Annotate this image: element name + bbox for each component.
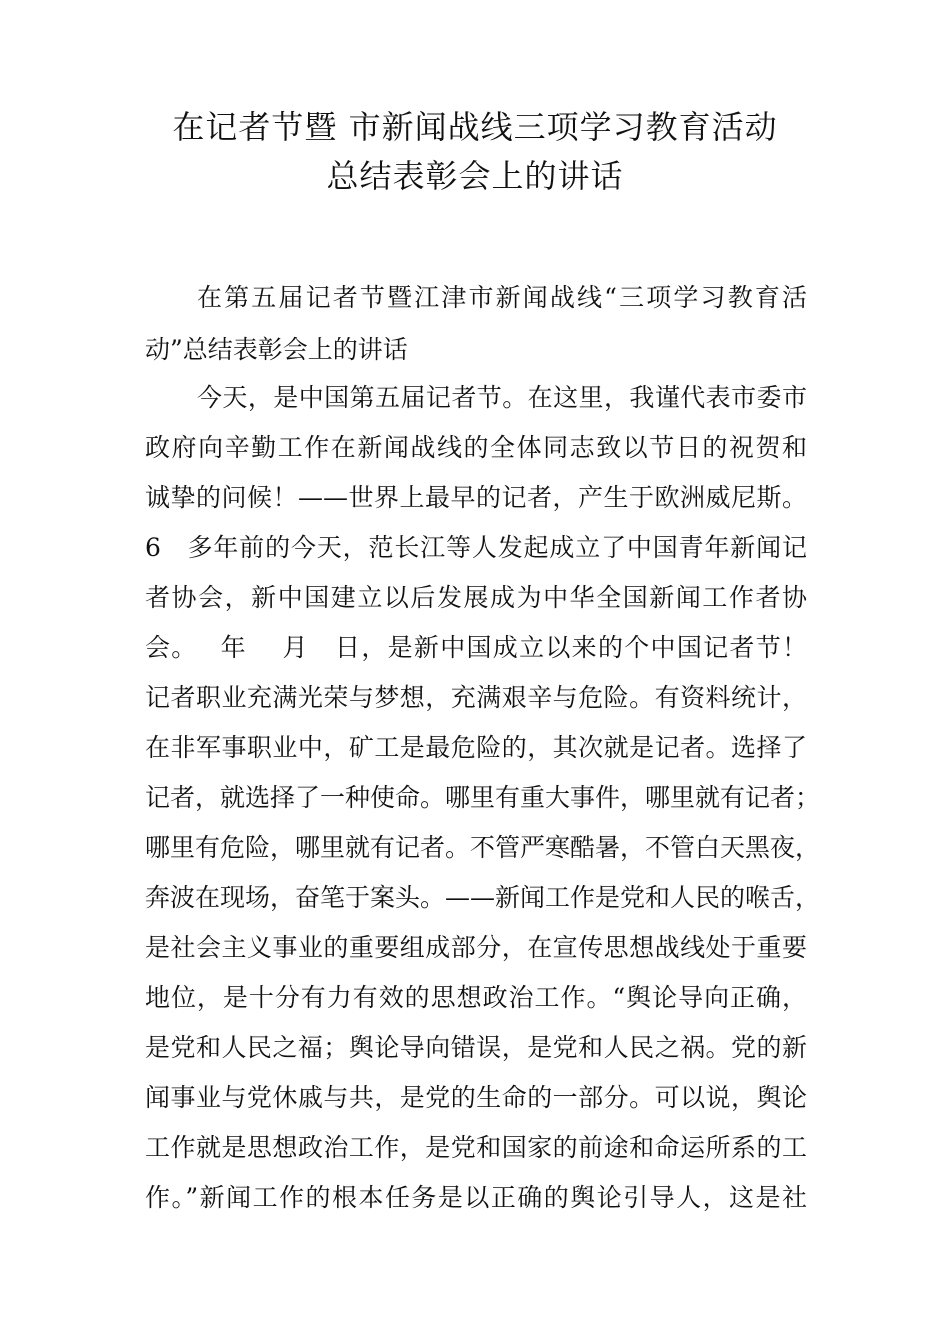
document-title-line-1: 在记者节暨 市新闻战线三项学习教育活动 xyxy=(172,108,778,146)
paragraph-line: 工作就是思想政治工作，是党和国家的前途和命运所系的工 xyxy=(145,1133,807,1162)
document-title-line-2: 总结表彰会上的讲话 xyxy=(326,157,624,195)
paragraph-line: 记者，就选择了一种使命。哪里有重大事件，哪里就有记者； xyxy=(145,783,821,812)
paragraph-line: 今天，是中国第五届记者节。在这里，我谨代表市委市 xyxy=(197,383,807,412)
paragraph-line: 是党和人民之福；舆论导向错误，是党和人民之祸。党的新 xyxy=(145,1033,807,1062)
paragraph-line: 是社会主义事业的重要组成部分，在宣传思想战线处于重要 xyxy=(145,933,807,962)
paragraph-line: 作。”新闻工作的根本任务是以正确的舆论引导人，这是社 xyxy=(145,1183,807,1212)
paragraph-line: 地位，是十分有力有效的思想政治工作。“舆论导向正确， xyxy=(145,983,807,1012)
paragraph-line: 在非军事职业中，矿工是最危险的，其次就是记者。选择了 xyxy=(145,733,807,762)
paragraph-line: 会。 年 月 日，是新中国成立以来的个中国记者节！ xyxy=(145,633,807,662)
paragraph-line: 政府向辛勤工作在新闻战线的全体同志致以节日的祝贺和 xyxy=(145,433,807,462)
paragraph-line: 记者职业充满光荣与梦想，充满艰辛与危险。有资料统计， xyxy=(145,683,807,712)
paragraph-line: 诚挚的问候！——世界上最早的记者，产生于欧洲威尼斯。 xyxy=(145,483,807,512)
paragraph-line: 闻事业与党休戚与共，是党的生命的一部分。可以说，舆论 xyxy=(145,1083,807,1112)
paragraph-line: 在第五届记者节暨江津市新闻战线“三项学习教育活 xyxy=(197,283,807,312)
paragraph-line: 奔波在现场，奋笔于案头。——新闻工作是党和人民的喉舌， xyxy=(145,883,821,912)
paragraph-line: 动”总结表彰会上的讲话 xyxy=(145,335,408,364)
paragraph-line: 者协会，新中国建立以后发展成为中华全国新闻工作者协 xyxy=(145,583,807,612)
paragraph-line: 6 多年前的今天，范长江等人发起成立了中国青年新闻记 xyxy=(145,533,807,562)
paragraph-line: 哪里有危险，哪里就有记者。不管严寒酷暑，不管白天黑夜， xyxy=(145,833,821,862)
